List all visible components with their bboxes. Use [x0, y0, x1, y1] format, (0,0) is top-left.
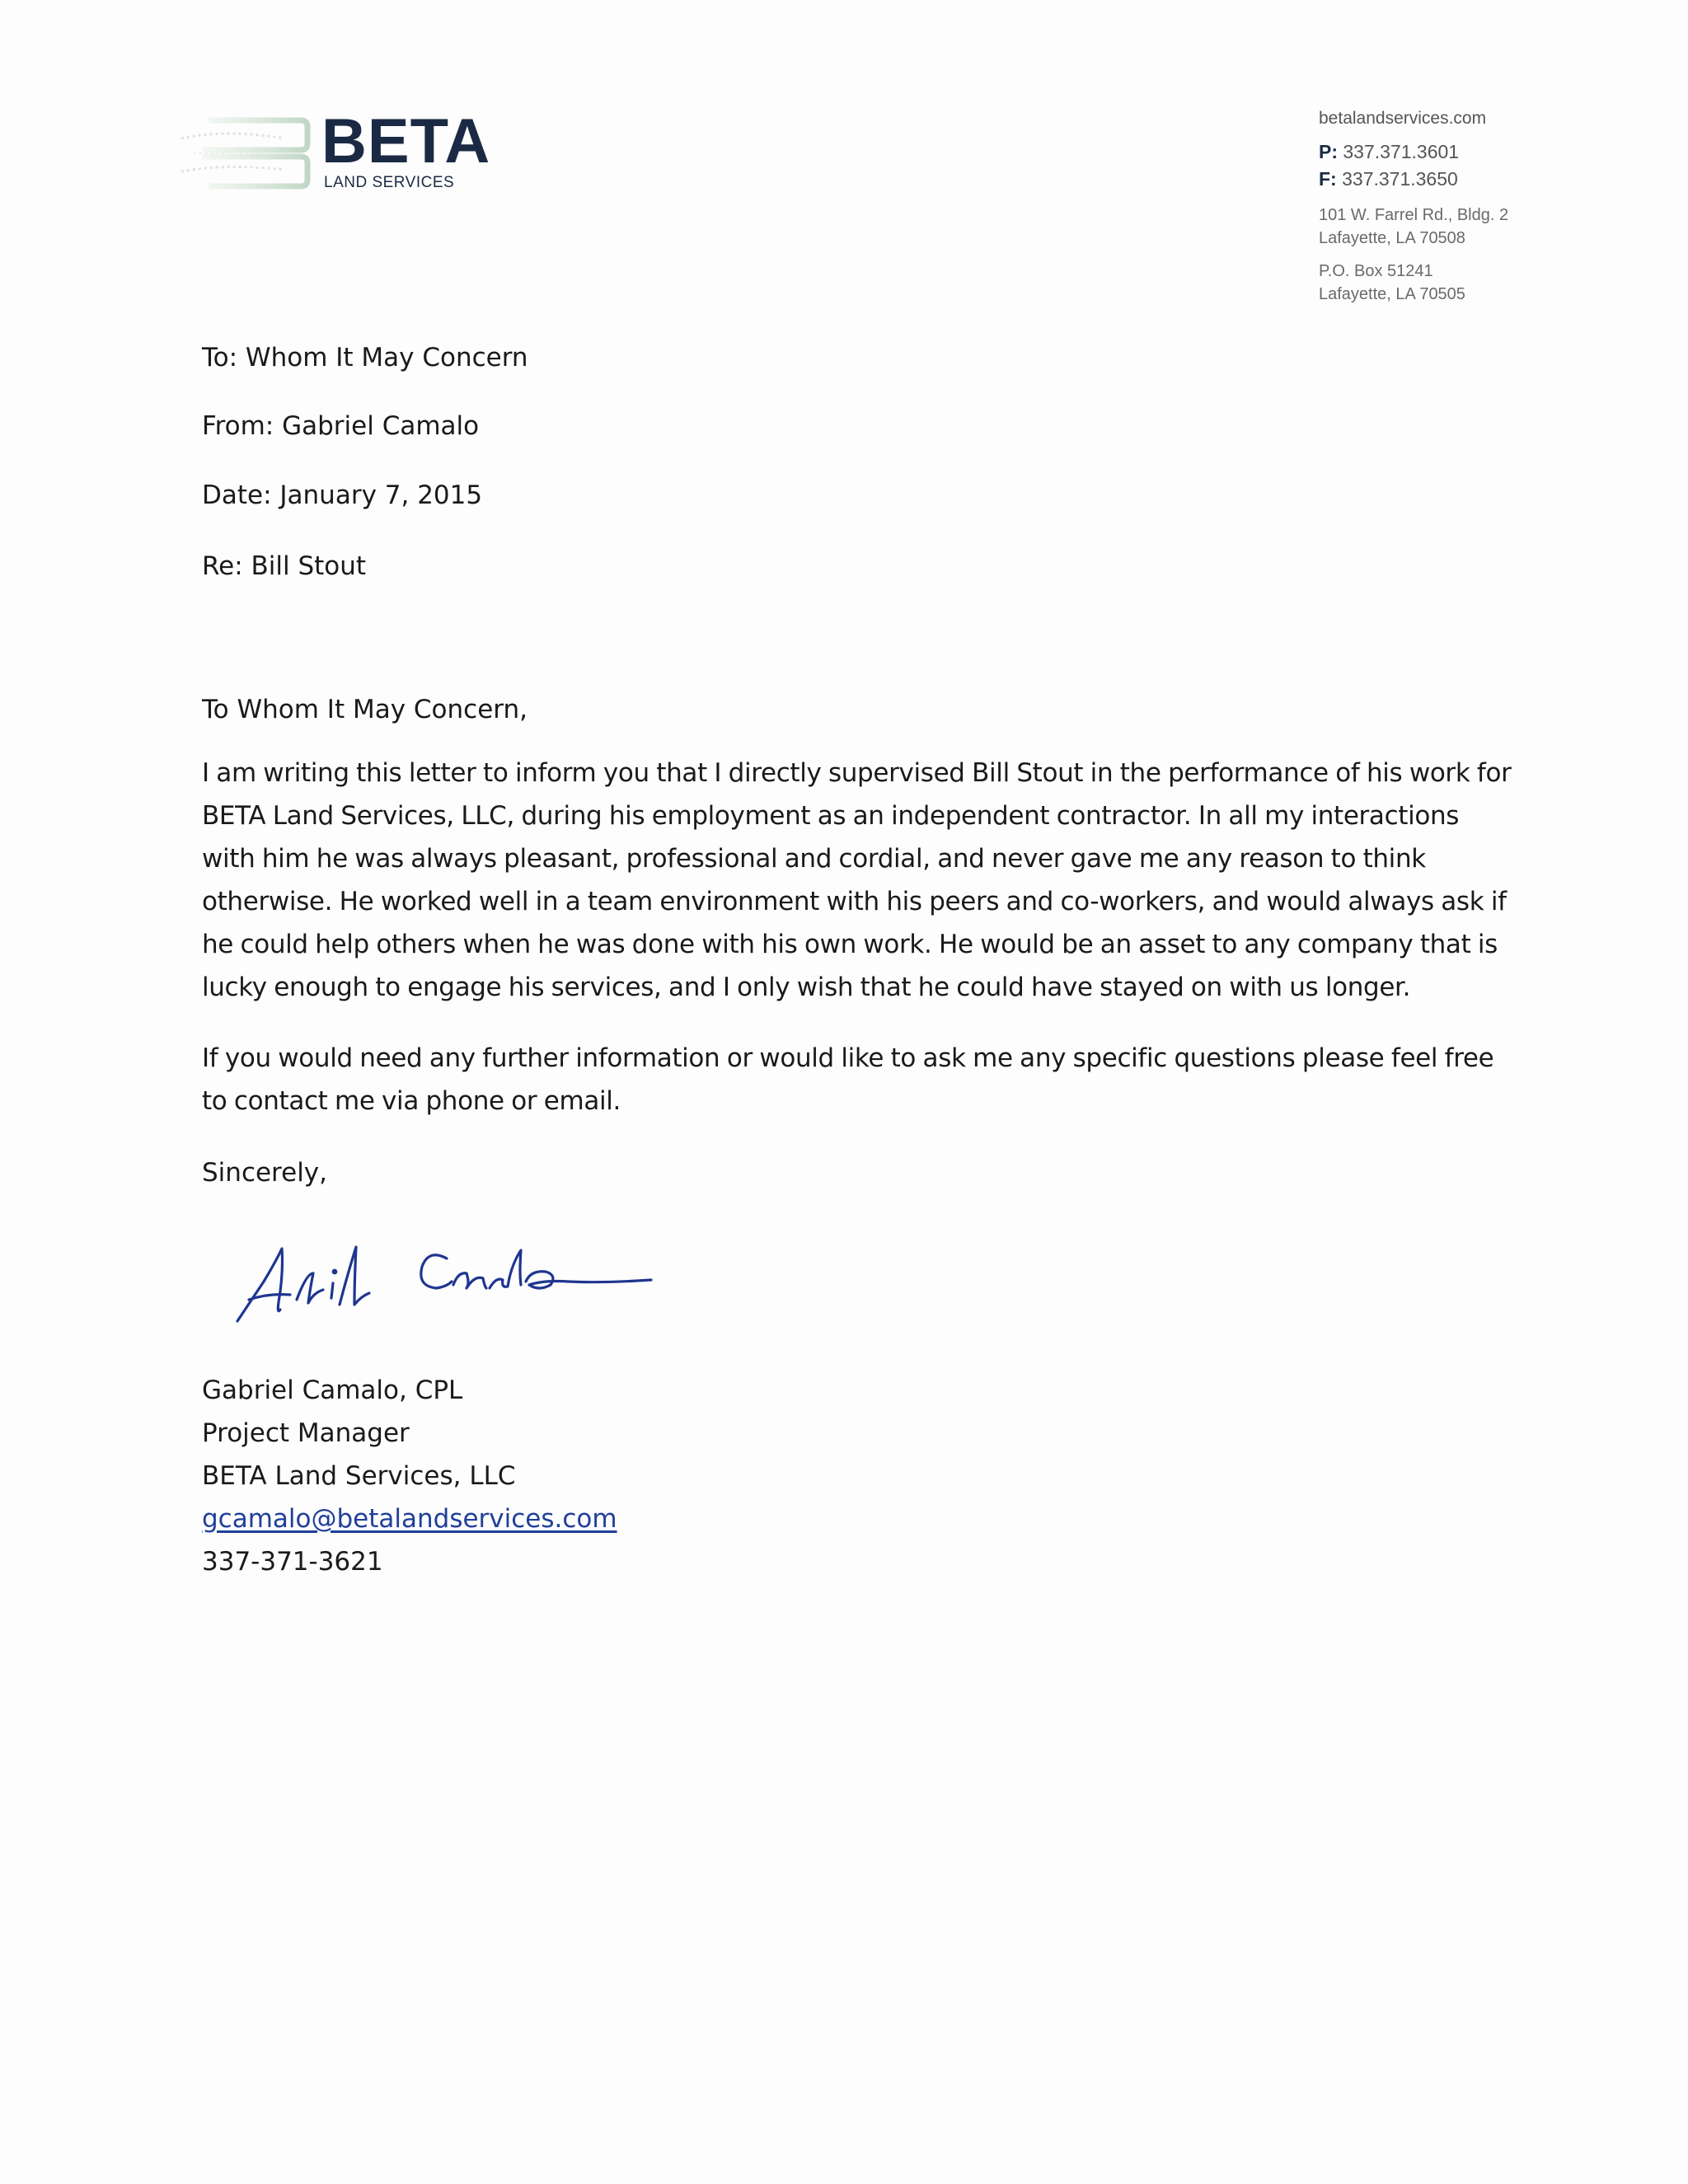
- closing: Sincerely,: [202, 1158, 328, 1188]
- signer-name: Gabriel Camalo, CPL: [202, 1376, 463, 1405]
- address-line-2: Lafayette, LA 70508: [1319, 229, 1465, 247]
- po-address: [1319, 263, 1508, 302]
- contact-block: [1319, 110, 1508, 302]
- company-logo: [177, 106, 532, 192]
- company-name: BETA: [321, 106, 491, 176]
- signature-block: [202, 1369, 617, 1583]
- signer-email-link[interactable]: gcamalo@betalandservices.com: [202, 1504, 617, 1534]
- memo-re: Re: Bill Stout: [202, 551, 367, 581]
- company-subtitle: LAND SERVICES: [324, 174, 455, 191]
- po-line-1: P.O. Box 51241: [1319, 262, 1433, 280]
- street-address: [1319, 207, 1508, 246]
- phone-label: P:: [1319, 141, 1338, 162]
- website-link[interactable]: betalandservices.com: [1319, 109, 1487, 128]
- address-line-1: 101 W. Farrel Rd., Bldg. 2: [1319, 206, 1509, 224]
- po-line-2: Lafayette, LA 70505: [1319, 285, 1465, 303]
- memo-date: Date: January 7, 2015: [202, 480, 483, 510]
- memo-to: To: Whom It May Concern: [202, 343, 528, 373]
- logo-mark-icon: [177, 114, 313, 192]
- fax-line: [1319, 170, 1508, 189]
- body-paragraph-2: If you would need any further information or would like to ask me any specific questions please feel free to contact me via phone or email.: [202, 1043, 1494, 1116]
- fax-number: 337.371.3650: [1342, 168, 1458, 190]
- phone-line: [1319, 143, 1508, 162]
- phone-number: 337.371.3601: [1343, 141, 1460, 162]
- signer-position: Project Manager: [202, 1418, 410, 1448]
- signer-phone: 337-371-3621: [202, 1547, 383, 1577]
- salutation: To Whom It May Concern,: [202, 695, 528, 724]
- body-paragraph-1: I am writing this letter to inform you that I directly supervised Bill Stout in the performance of his work for BETA Land Services, LLC, during his employment as an independent contractor. In all my interactions with him he was always pleasant, professional and cordial, and never gave me any reason to think otherwise. He worked well in a team environment with his peers and co-workers, and would always ask if he could help others when he was done with his own work. He would be an asset to any company that is lucky enough to engage his services, and I only wish that he could have stayed on with us longer.: [202, 758, 1512, 1002]
- memo-from: From: Gabriel Camalo: [202, 411, 480, 441]
- signer-company: BETA Land Services, LLC: [202, 1461, 516, 1491]
- fax-label: F:: [1319, 168, 1337, 190]
- handwritten-signature: [231, 1224, 725, 1339]
